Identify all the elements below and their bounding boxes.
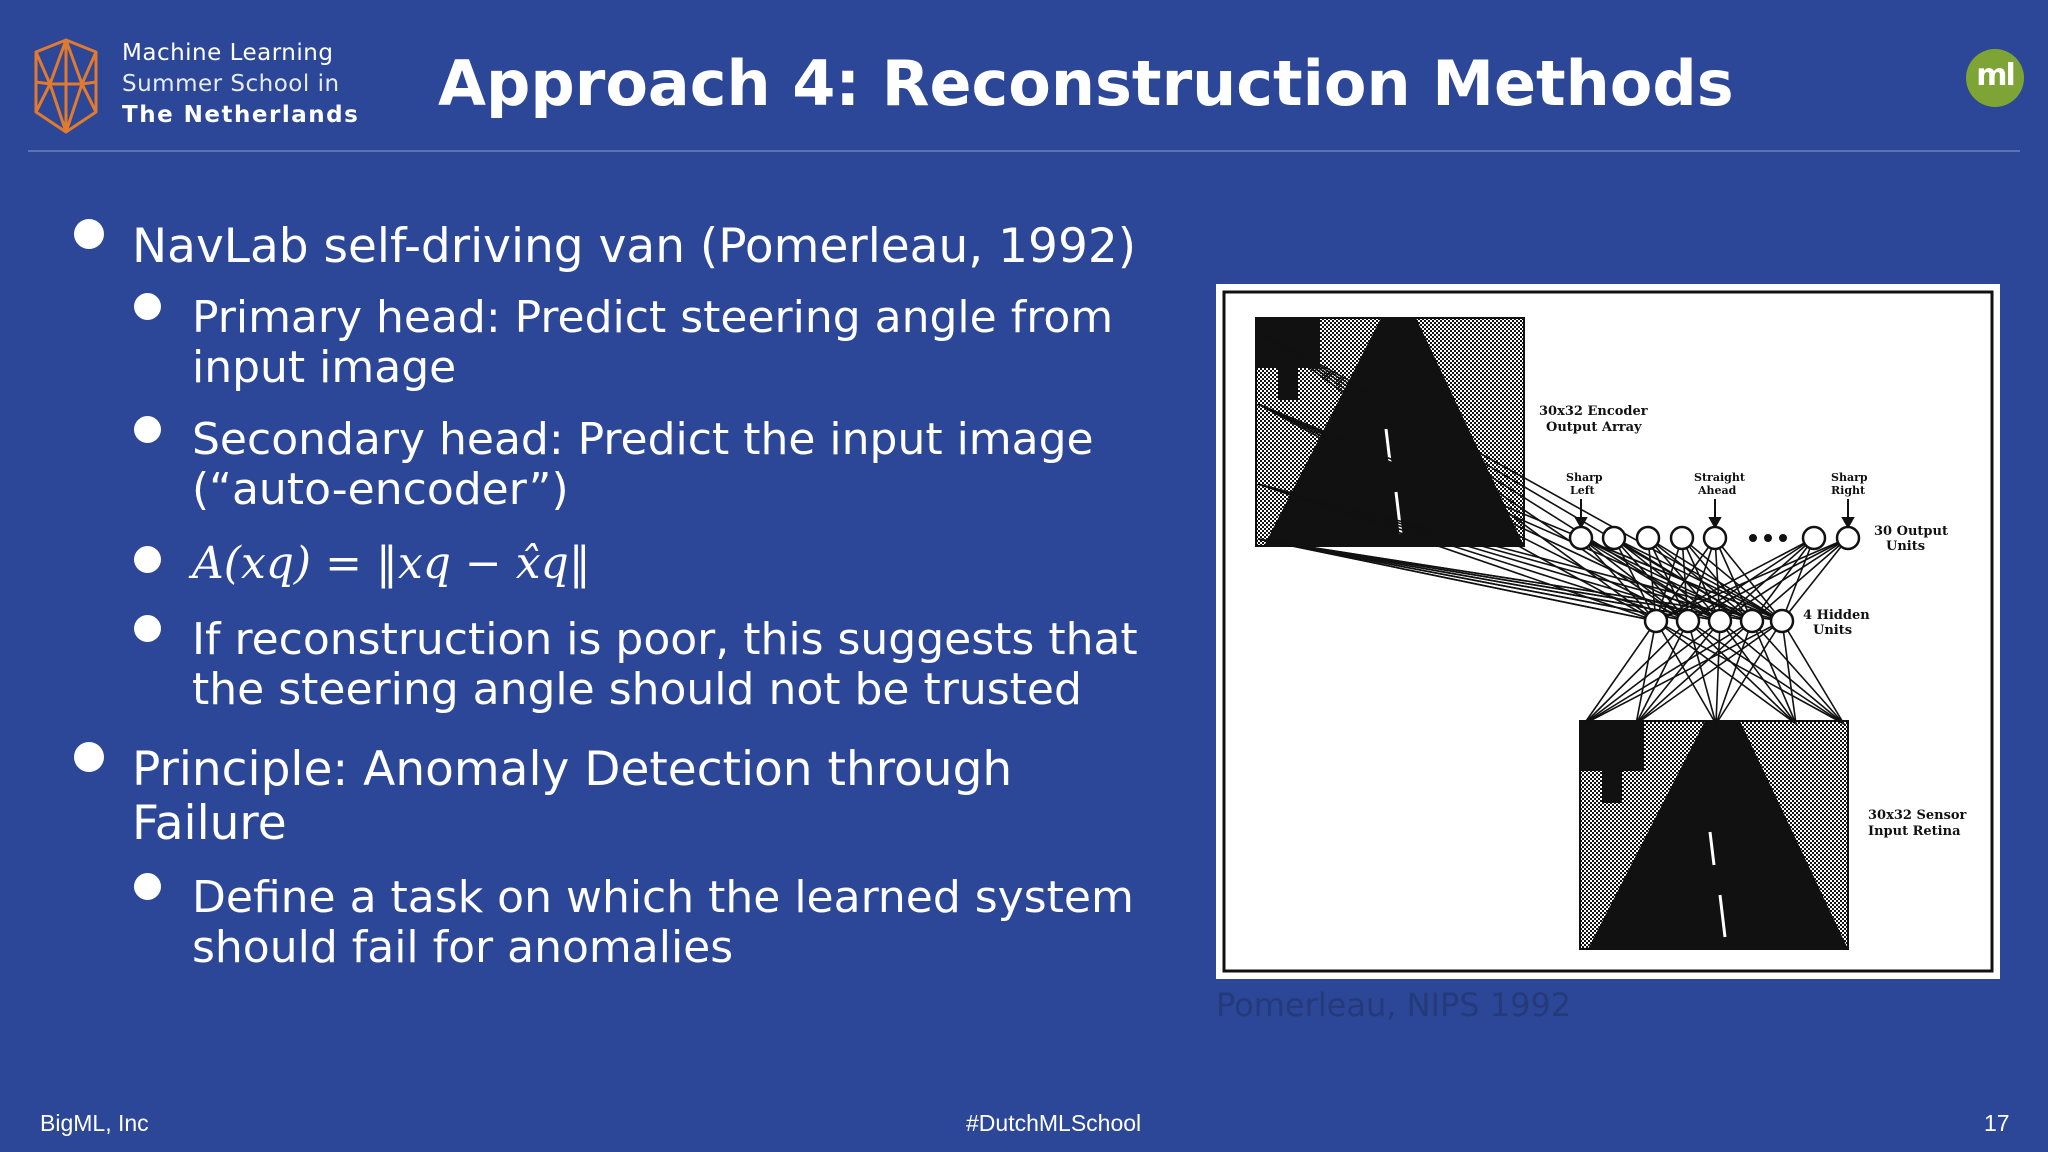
bullet-navlab: NavLab self-driving van (Pomerleau, 1992) — [132, 219, 1137, 274]
output-unit-node — [1603, 527, 1625, 549]
sensor-label-line-2: Input Retina — [1868, 824, 1961, 839]
output-unit-node — [1837, 527, 1859, 549]
ellipsis-dots — [1749, 534, 1787, 542]
sharp-left-label-2: Left — [1570, 484, 1595, 497]
logo-text — [122, 38, 359, 131]
sharp-right-label-2: Right — [1831, 484, 1866, 497]
bullet-primary-head-line-1: Primary head: Predict steering angle from — [192, 292, 1114, 343]
hidden-units-label-2: Units — [1813, 623, 1853, 638]
bullet-dot — [134, 615, 161, 642]
logo-line-2: Summer School in — [122, 71, 340, 97]
bullet-define-task-line-2: should fail for anomalies — [192, 922, 734, 973]
output-unit-node — [1637, 527, 1659, 549]
sharp-left-label-1: Sharp — [1566, 471, 1603, 484]
bullet-secondary-head-line-1: Secondary head: Predict the input image — [192, 414, 1094, 465]
sharp-right-label-1: Sharp — [1831, 471, 1868, 484]
wireframe-crown-icon — [36, 40, 96, 132]
title-divider — [28, 150, 2020, 152]
encoder-label-line-2: Output Array — [1546, 420, 1642, 435]
hidden-units-label-1: 4 Hidden — [1803, 608, 1870, 623]
logo-line-3: The Netherlands — [122, 102, 360, 128]
output-unit-node — [1671, 527, 1693, 549]
bullet-primary-head-line-2: input image — [192, 342, 457, 393]
encoder-label-line-1: 30x32 Encoder — [1539, 404, 1648, 419]
navlab-network-figure — [1216, 284, 2000, 979]
hidden-unit-node — [1645, 610, 1667, 632]
bullet-define-task-line-1: Define a task on which the learned system — [192, 872, 1134, 923]
output-units-label-2: Units — [1886, 539, 1926, 554]
sensor-label-line-1: 30x32 Sensor — [1868, 808, 1967, 823]
logo-line-1: Machine Learning — [122, 40, 334, 66]
footer-hashtag: #DutchMLSchool — [966, 1110, 1142, 1136]
hidden-unit-node — [1771, 610, 1793, 632]
hidden-unit-node — [1741, 610, 1763, 632]
hidden-unit-node — [1709, 610, 1731, 632]
straight-label-2: Ahead — [1698, 484, 1737, 497]
output-unit-node — [1704, 527, 1726, 549]
bullet-reconstruction-line-1: If reconstruction is poor, this suggests that — [192, 614, 1138, 665]
bullet-reconstruction-line-2: the steering angle should not be trusted — [192, 664, 1082, 715]
page-number: 17 — [1984, 1110, 2010, 1136]
figure-caption: Pomerleau, NIPS 1992 — [1216, 986, 1572, 1024]
slide-title: Approach 4: Reconstruction Methods — [438, 47, 1734, 120]
bullet-dot — [74, 219, 104, 249]
bullet-dot — [74, 742, 104, 772]
bullet-dot — [134, 293, 161, 320]
bullet-dot — [134, 546, 161, 573]
output-unit-node — [1803, 527, 1825, 549]
output-unit-node — [1570, 527, 1592, 549]
footer-company: BigML, Inc — [40, 1110, 149, 1136]
bullet-dot — [134, 416, 161, 443]
bullet-formula: A(xq) = ‖xq − x̂q‖ — [192, 538, 591, 589]
bullet-principle-line-2: Failure — [132, 796, 287, 851]
bullet-dot — [134, 873, 161, 900]
ml-logo-badge: ml — [1966, 49, 2024, 107]
bullet-secondary-head-line-2: (“auto-encoder”) — [192, 464, 569, 515]
network-diagram — [1216, 284, 2000, 979]
bullet-principle-line-1: Principle: Anomaly Detection through — [132, 742, 1013, 797]
straight-label-1: Straight — [1694, 471, 1745, 484]
output-units-label-1: 30 Output — [1874, 524, 1948, 539]
sensor-input-image — [1580, 721, 1848, 949]
hidden-unit-node — [1677, 610, 1699, 632]
